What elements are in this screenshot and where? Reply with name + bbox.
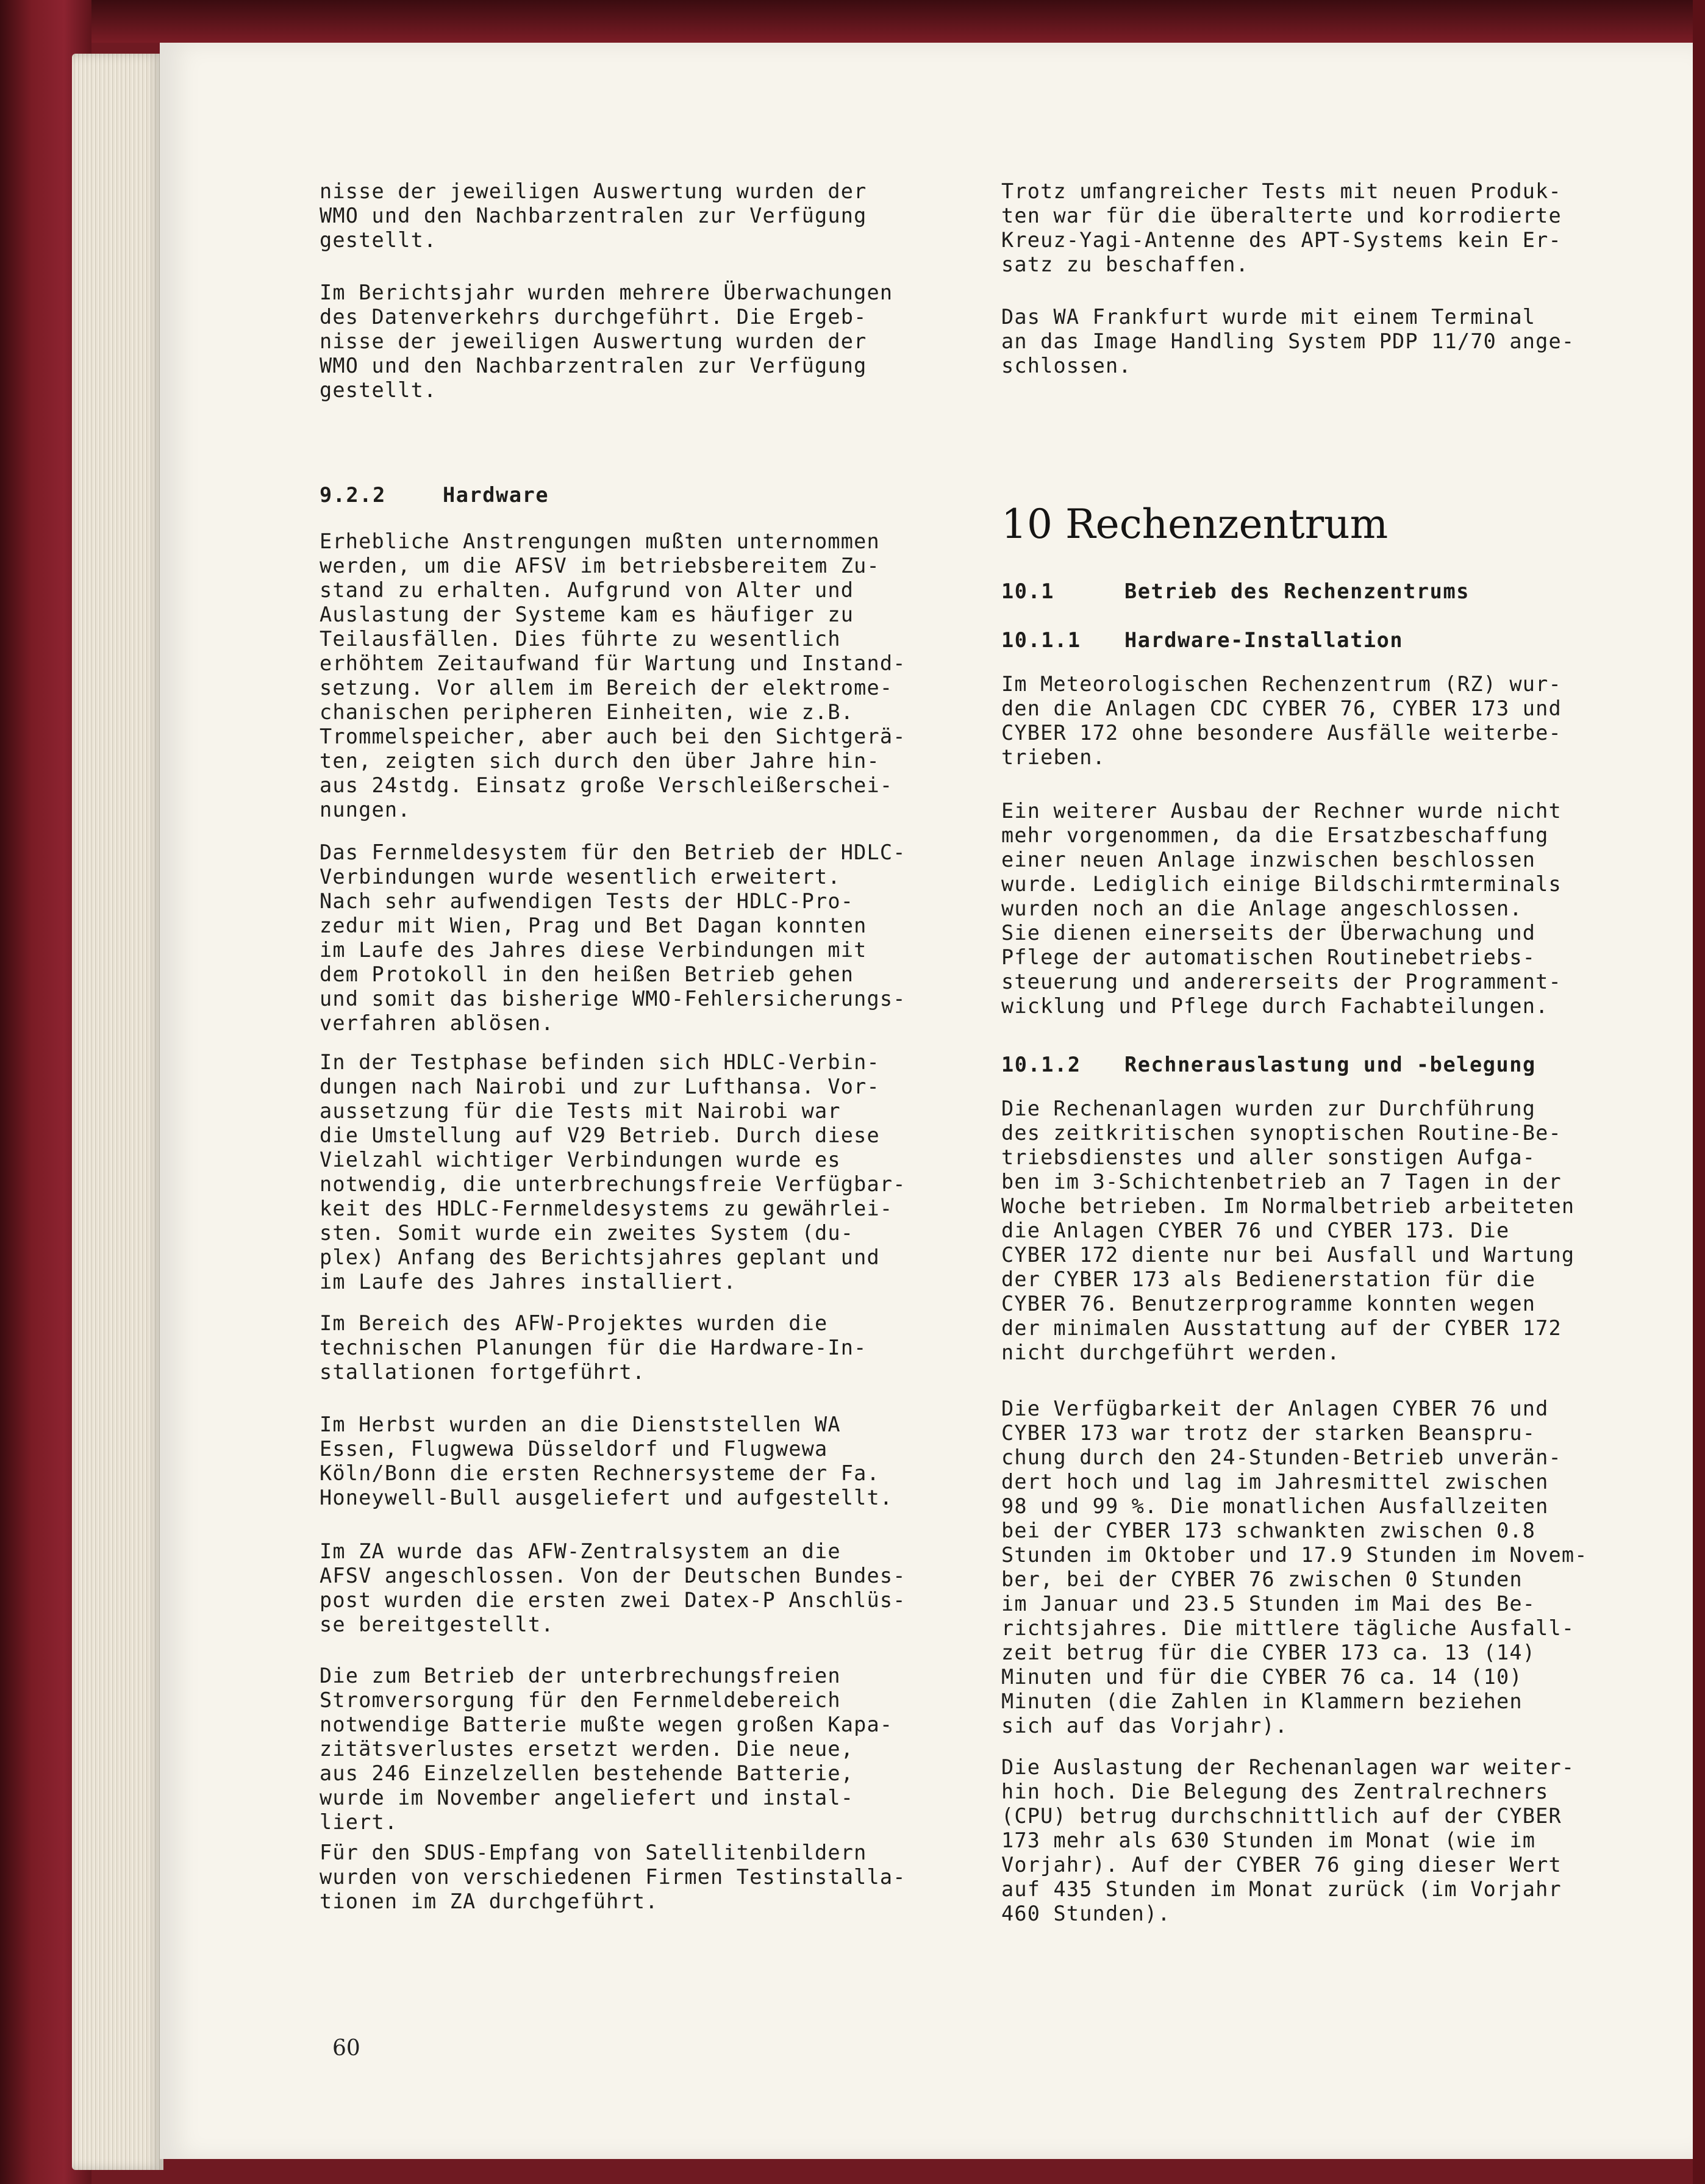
paragraph-results-top: nisse der jeweiligen Auswertung wurden der WMO und den Nachbarzentralen zur Verfügung gestellt.	[320, 179, 867, 252]
section-number: 10.1	[1001, 579, 1055, 603]
paragraph-rechenzentrum: Im Meteorologischen Rechenzentrum (RZ) wur- den die Anlagen CDC CYBER 76, CYBER 173 und CYBER 172 ohne besondere Ausfälle weiterbe- trieben.	[1001, 672, 1562, 769]
section-number: 9.2.2	[320, 483, 386, 507]
paragraph-testphase: In der Testphase befinden sich HDLC-Verbin- dungen nach Nairobi und zur Lufthansa. Vor- aussetzung für die Tests mit Nairobi war die Umstellung auf V29 Betrieb. Durch diese Vielzahl wichtiger Verbindungen wurde es notwendig, die unterbrechungsfreie Verfügbar- keit des HDLC-Fernmeldesystems zu gewährlei- sten. Somit wurde ein zweites System (du- plex) Anfang des Berichtsjahres geplant und im Laufe des Jahres installiert.	[320, 1050, 906, 1294]
section-number: 10.1.1	[1001, 628, 1081, 652]
book-cover-right	[1693, 0, 1705, 2184]
paragraph-batterie: Die zum Betrieb der unterbrechungsfreien Stromversorgung für den Fernmeldebereich notwendige Batterie mußte wegen großen Kapa- zitätsverlustes ersetzt werden. Die neue, aus 246 Einzelzellen bestehende Batterie, wurde im November angeliefert und instal- liert.	[320, 1664, 893, 1834]
page-stack-edges	[72, 54, 163, 2170]
paragraph-auslastung: Die Auslastung der Rechenanlagen war weiter- hin hoch. Die Belegung des Zentralrechners (CPU) betrug durchschnittlich auf der CYBER 173 mehr als 630 Stunden im Monat (wie im Vorjahr). Auf der CYBER 76 ging dieser Wert auf 435 Stunden im Monat zurück (im Vorjahr 460 Stunden).	[1001, 1755, 1575, 1925]
paragraph-ausbau: Ein weiterer Ausbau der Rechner wurde nicht mehr vorgenommen, da die Ersatzbeschaffung einer neuen Anlage inzwischen beschlossen wurde. Lediglich einige Bildschirmterminals wurden noch an die Anlage angeschlossen. Sie dienen einerseits der Überwachung und Pflege der automatischen Routinebetriebs- steuerung und andererseits der Programment- wicklung und Pflege durch Fachabteilungen.	[1001, 799, 1562, 1018]
section-heading-10-1	[1001, 579, 1617, 604]
paragraph-sdus: Für den SDUS-Empfang von Satellitenbildern wurden von verschiedenen Firmen Testinstalla- tionen im ZA durchgeführt.	[320, 1841, 906, 1913]
section-title: Hardware-Installation	[1124, 628, 1404, 652]
paragraph-hdlc: Das Fernmeldesystem für den Betrieb der HDLC- Verbindungen wurde wesentlich erweitert. Nach sehr aufwendigen Tests der HDLC-Pro- zedur mit Wien, Prag und Bet Dagan konnten im Laufe des Jahres diese Verbindungen mit dem Protokoll in den heißen Betrieb gehen und somit das bisherige WMO-Fehlersicherungs- verfahren ablösen.	[320, 840, 906, 1035]
paragraph-za: Im ZA wurde das AFW-Zentralsystem an die AFSV angeschlossen. Von der Deutschen Bundes- post wurden die ersten zwei Datex-P Anschlüs- se bereitgestellt.	[320, 1539, 906, 1636]
section-title: Betrieb des Rechenzentrums	[1124, 579, 1470, 603]
section-heading-10-1-2	[1001, 1053, 1617, 1077]
paragraph-rechenanlagen: Die Rechenanlagen wurden zur Durchführung des zeitkritischen synoptischen Routine-Be- triebsdienstes und aller sonstigen Aufga- ben im 3-Schichtenbetrieb an 7 Tagen in der Woche betrieben. Im Normalbetrieb arbeiteten die Anlagen CYBER 76 und CYBER 173. Die CYBER 172 diente nur bei Ausfall und Wartung der CYBER 173 als Bedienerstation für die CYBER 76. Benutzerprogramme konnten wegen der minimalen Ausstattung auf der CYBER 172 nicht durchgeführt werden.	[1001, 1097, 1575, 1364]
section-heading-9-2-2	[320, 483, 935, 507]
section-title: Rechnerauslastung und -belegung	[1124, 1053, 1536, 1076]
page-number: 60	[332, 2036, 360, 2061]
paragraph-wa-frankfurt: Das WA Frankfurt wurde mit einem Terminal an das Image Handling System PDP 11/70 ange- schlossen.	[1001, 305, 1575, 378]
book-page	[160, 43, 1693, 2159]
section-heading-10-1-1	[1001, 628, 1617, 653]
paragraph-monitoring: Im Berichtsjahr wurden mehrere Überwachungen des Datenverkehrs durchgeführt. Die Ergeb- nisse der jeweiligen Auswertung wurden der WMO und den Nachbarzentralen zur Verfügung gestellt.	[320, 281, 893, 402]
section-title: Hardware	[443, 483, 549, 507]
section-number: 10.1.2	[1001, 1053, 1081, 1076]
paragraph-herbst: Im Herbst wurden an die Dienststellen WA Essen, Flugwewa Düsseldorf und Flugwewa Köln/Bonn die ersten Rechnersysteme der Fa. Honeywell-Bull ausgeliefert und aufgestellt.	[320, 1412, 893, 1509]
chapter-title: 10 Rechenzentrum	[1001, 501, 1389, 548]
paragraph-verfuegbarkeit: Die Verfügbarkeit der Anlagen CYBER 76 und CYBER 173 war trotz der starken Beanspru- chung durch den 24-Stunden-Betrieb unverän- dert hoch und lag im Jahresmittel zwischen 98 und 99 %. Die monatlichen Ausfallzeiten bei der CYBER 173 schwankten zwischen 0.8 Stunden im Oktober und 17.9 Stunden im Novem- ber, bei der CYBER 76 zwischen 0 Stunden im Januar und 23.5 Stunden im Mai des Be- richtsjahres. Die mittlere tägliche Ausfall- zeit betrug für die CYBER 173 ca. 13 (14) Minuten und für die CYBER 76 ca. 14 (10) Minuten (die Zahlen in Klammern beziehen sich auf das Vorjahr).	[1001, 1397, 1588, 1738]
book-cover-top	[0, 0, 1705, 43]
paragraph-afw: Im Bereich des AFW-Projektes wurden die technischen Planungen für die Hardware-In- stallationen fortgeführt.	[320, 1311, 867, 1384]
paragraph-afsv: Erhebliche Anstrengungen mußten unternommen werden, um die AFSV im betriebsbereitem Zu- stand zu erhalten. Aufgrund von Alter und Auslastung der Systeme kam es häufiger zu Teilausfällen. Dies führte zu wesentlich erhöhtem Zeitaufwand für Wartung und Instand- setzung. Vor allem im Bereich der elektrome- chanischen peripheren Einheiten, wie z.B. Trommelspeicher, aber auch bei den Sichtgerä- ten, zeigten sich durch den über Jahre hin- aus 24stdg. Einsatz große Verschleißerschei- nungen.	[320, 529, 906, 822]
paragraph-antenne: Trotz umfangreicher Tests mit neuen Produk- ten war für die überalterte und korrodierte Kreuz-Yagi-Antenne des APT-Systems kein Er- satz zu beschaffen.	[1001, 179, 1562, 276]
